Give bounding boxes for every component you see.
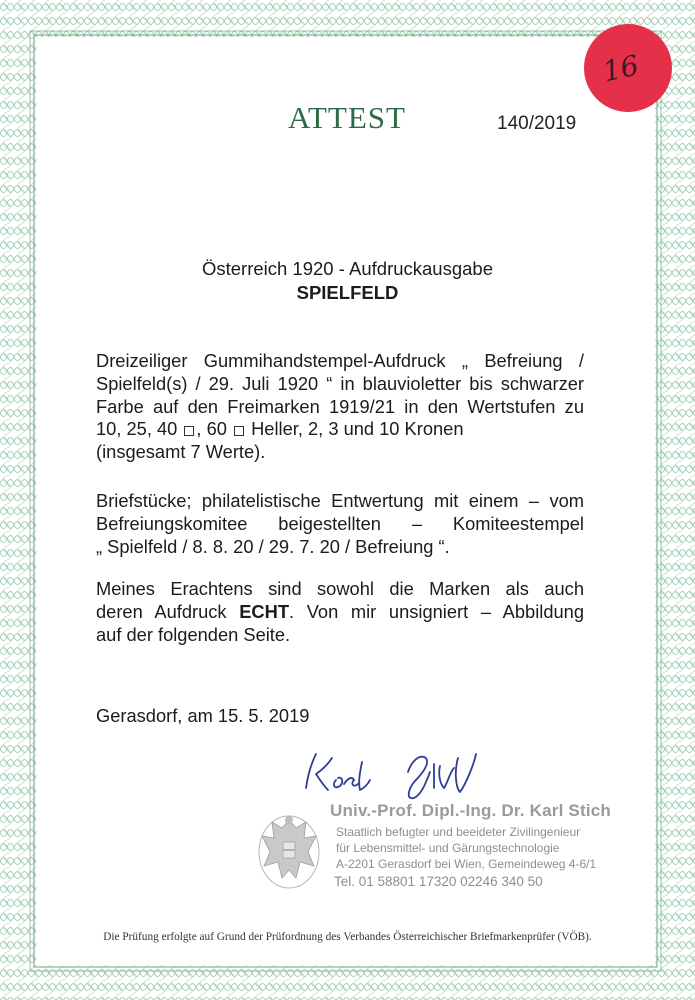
text-line: (insgesamt 7 Werte).: [96, 441, 266, 463]
examiner-title: Staatlich befugter und beeideter Zivilingenieur: [336, 825, 581, 839]
text-line: Farbe auf den Freimarken 1919/21 in den Wertstufen zu: [96, 395, 584, 417]
certificate-number: 140/2019: [497, 113, 577, 134]
text-line: Spielfeld(s) / 29. Juli 1920 “ in blauvioletter bis schwarzer: [96, 372, 584, 394]
text-line: auf der folgenden Seite.: [96, 623, 291, 645]
text-line: „ Spielfeld / 8. 8. 20 / 29. 7. 20 / Befreiung “.: [96, 535, 450, 557]
text-line: Befreiungskomitee beigestellten – Komiteestempel: [96, 512, 584, 534]
genuine-label: ECHT: [239, 600, 289, 622]
certificate-title: ATTEST: [288, 100, 406, 135]
examiner-address: A-2201 Gerasdorf bei Wien, Gemeindeweg 4-6/1: [336, 857, 597, 871]
subject-title: SPIELFELD: [296, 282, 399, 303]
subject-line: Österreich 1920 - Aufdruckausgabe: [201, 258, 494, 279]
text-line: [96, 418, 584, 441]
cancellation-paragraph: [96, 490, 584, 558]
text-line: Dreizeiliger Gummihandstempel-Aufdruck „ Befreiung /: [96, 350, 584, 371]
square-symbol: [234, 426, 244, 436]
text-line: Briefstücke; philatelistische Entwertung mit einem – vom: [96, 490, 584, 511]
text-fragment: Heller, 2, 3 und 10 Kronen: [246, 418, 464, 440]
handwritten-signature: [298, 744, 498, 804]
austrian-eagle-seal: [252, 808, 326, 892]
place-date: Gerasdorf, am 15. 5. 2019: [96, 705, 310, 726]
examiner-field: für Lebensmittel- und Gärungstechnologie: [336, 841, 560, 855]
text-line: [96, 601, 584, 624]
handwritten-number: 16: [599, 48, 642, 89]
description-paragraph: [96, 350, 584, 464]
text-fragment: , 60: [196, 418, 227, 440]
examiner-phone: Tel. 01 58801 17320 02246 340 50: [334, 874, 543, 889]
examiner-name: Univ.-Prof. Dipl.-Ing. Dr. Karl Stich: [330, 801, 611, 820]
square-symbol: [184, 426, 194, 436]
text-fragment: deren Aufdruck: [96, 600, 240, 622]
text-fragment: . Von mir unsigniert – Abbildung: [288, 600, 584, 622]
footer-note: Die Prüfung erfolgte auf Grund der Prüfordnung des Verbandes Österreichischer Briefmarkenprüfer (VÖB).: [103, 931, 592, 943]
opinion-paragraph: [96, 578, 584, 646]
text-fragment: 10, 25, 40: [96, 418, 178, 440]
text-line: Meines Erachtens sind sowohl die Marken als auch: [96, 578, 584, 599]
